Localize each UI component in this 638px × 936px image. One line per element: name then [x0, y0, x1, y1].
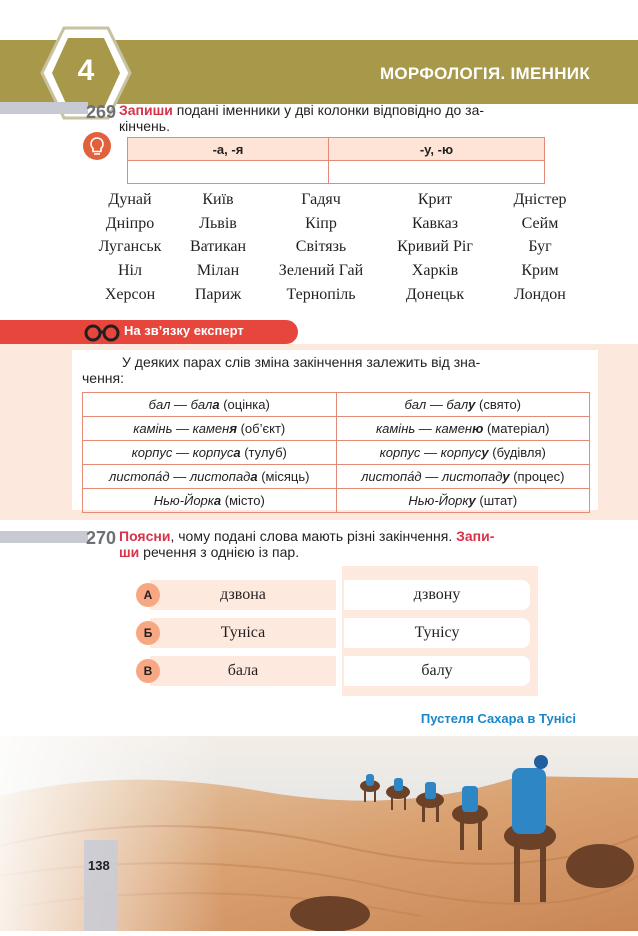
expert-row	[83, 465, 590, 489]
exercise-number-270: 270	[86, 528, 117, 548]
expert-cell-left: Нью-Йорка (місто)	[83, 489, 337, 513]
photo-caption: Пустеля Сахара в Тунісі	[420, 711, 576, 726]
noun: Крит	[417, 190, 453, 208]
column-header-a: -а, -я	[128, 138, 329, 161]
endings-columns-table	[127, 137, 545, 184]
noun: Кіпр	[305, 214, 337, 232]
nouns-grid	[86, 188, 590, 306]
noun: Париж	[194, 285, 242, 303]
noun: Сейм	[521, 214, 559, 232]
expert-cell-left: корпус — корпуса (тулуб)	[83, 441, 337, 465]
nouns-row	[86, 188, 590, 212]
expert-row	[83, 417, 590, 441]
lightbulb-icon	[82, 131, 112, 161]
column-cell-a	[128, 161, 329, 184]
noun: Херсон	[104, 285, 156, 303]
noun: Світязь	[295, 238, 347, 256]
exercise-269-task	[119, 102, 559, 134]
expert-row	[83, 393, 590, 417]
noun: Лондон	[514, 285, 566, 303]
nouns-row	[86, 283, 590, 307]
glasses-icon	[84, 322, 120, 342]
pair-letter-b: Б	[136, 621, 160, 645]
noun: Київ	[202, 190, 234, 208]
pair-right-a: дзвону	[344, 580, 530, 610]
exercise-270-task: Поясни, чому подані слова мають різні закінчення. Запи- ши речення з однією із пар.	[119, 528, 495, 560]
task-text-1: подані іменники у дві колонки відповідно до за-	[172, 102, 485, 118]
exercise-stripe	[0, 102, 88, 114]
noun: Кавказ	[411, 214, 459, 232]
chapter-number: 4	[77, 54, 95, 87]
page-number: 138	[88, 858, 110, 873]
expert-cell-left: бал — бала (оцінка)	[83, 393, 337, 417]
noun: Зелений Гай	[278, 261, 364, 279]
column-header-u: -у, -ю	[328, 138, 544, 161]
pair-letter-v: В	[136, 659, 160, 683]
expert-table	[82, 392, 590, 513]
chapter-title: МОРФОЛОГІЯ. ІМЕННИК	[379, 64, 590, 83]
noun: Ватикан	[189, 238, 247, 256]
noun: Львів	[199, 214, 237, 232]
noun: Дністер	[513, 190, 567, 208]
expert-intro-line1: У деяких парах слів зміна закінчення залежить від зна-	[122, 354, 481, 370]
nouns-row	[86, 212, 590, 236]
pair-letter-a: А	[136, 583, 160, 607]
expert-cell-right: камінь — каменю (матеріал)	[336, 417, 590, 441]
expert-row	[83, 441, 590, 465]
noun: Гадяч	[301, 190, 341, 208]
expert-intro-line2: чення:	[82, 370, 125, 386]
exercise-stripe	[0, 531, 88, 543]
noun: Мілан	[196, 261, 240, 279]
noun: Донецьк	[405, 285, 465, 303]
expert-cell-right: Нью-Йорку (штат)	[336, 489, 590, 513]
noun: Ніл	[118, 261, 142, 279]
nouns-row	[86, 259, 590, 283]
expert-title: На зв’язку експерт	[124, 323, 244, 338]
pair-left-a: дзвона	[150, 580, 336, 610]
noun: Дунай	[108, 190, 152, 208]
noun: Тернопіль	[286, 285, 356, 303]
noun: Кривий Ріг	[397, 238, 473, 256]
noun: Харків	[411, 261, 459, 279]
nouns-row	[86, 235, 590, 259]
column-cell-u	[328, 161, 544, 184]
expert-row	[83, 489, 590, 513]
pair-left-b: Туніса	[150, 618, 336, 648]
exercise-number-269: 269	[86, 102, 117, 122]
pair-right-b: Тунісу	[344, 618, 530, 648]
task-text-2: кінчень.	[119, 118, 170, 134]
expert-cell-right: листопа́д — листопаду (процес)	[336, 465, 590, 489]
expert-cell-right: корпус — корпусу (будівля)	[336, 441, 590, 465]
noun: Дніпро	[105, 214, 155, 232]
expert-cell-left: камінь — каменя (об’єкт)	[83, 417, 337, 441]
page-number-strip	[84, 840, 118, 931]
noun: Буг	[528, 238, 552, 256]
expert-intro	[82, 354, 590, 386]
pair-left-v: бала	[150, 656, 336, 686]
task-verb: Запиши	[119, 102, 173, 118]
expert-cell-left: листопа́д — листопада (місяць)	[83, 465, 337, 489]
expert-cell-right: бал — балу (свято)	[336, 393, 590, 417]
noun: Крим	[521, 261, 559, 279]
pair-right-v: балу	[344, 656, 530, 686]
noun: Луганськ	[98, 238, 162, 256]
